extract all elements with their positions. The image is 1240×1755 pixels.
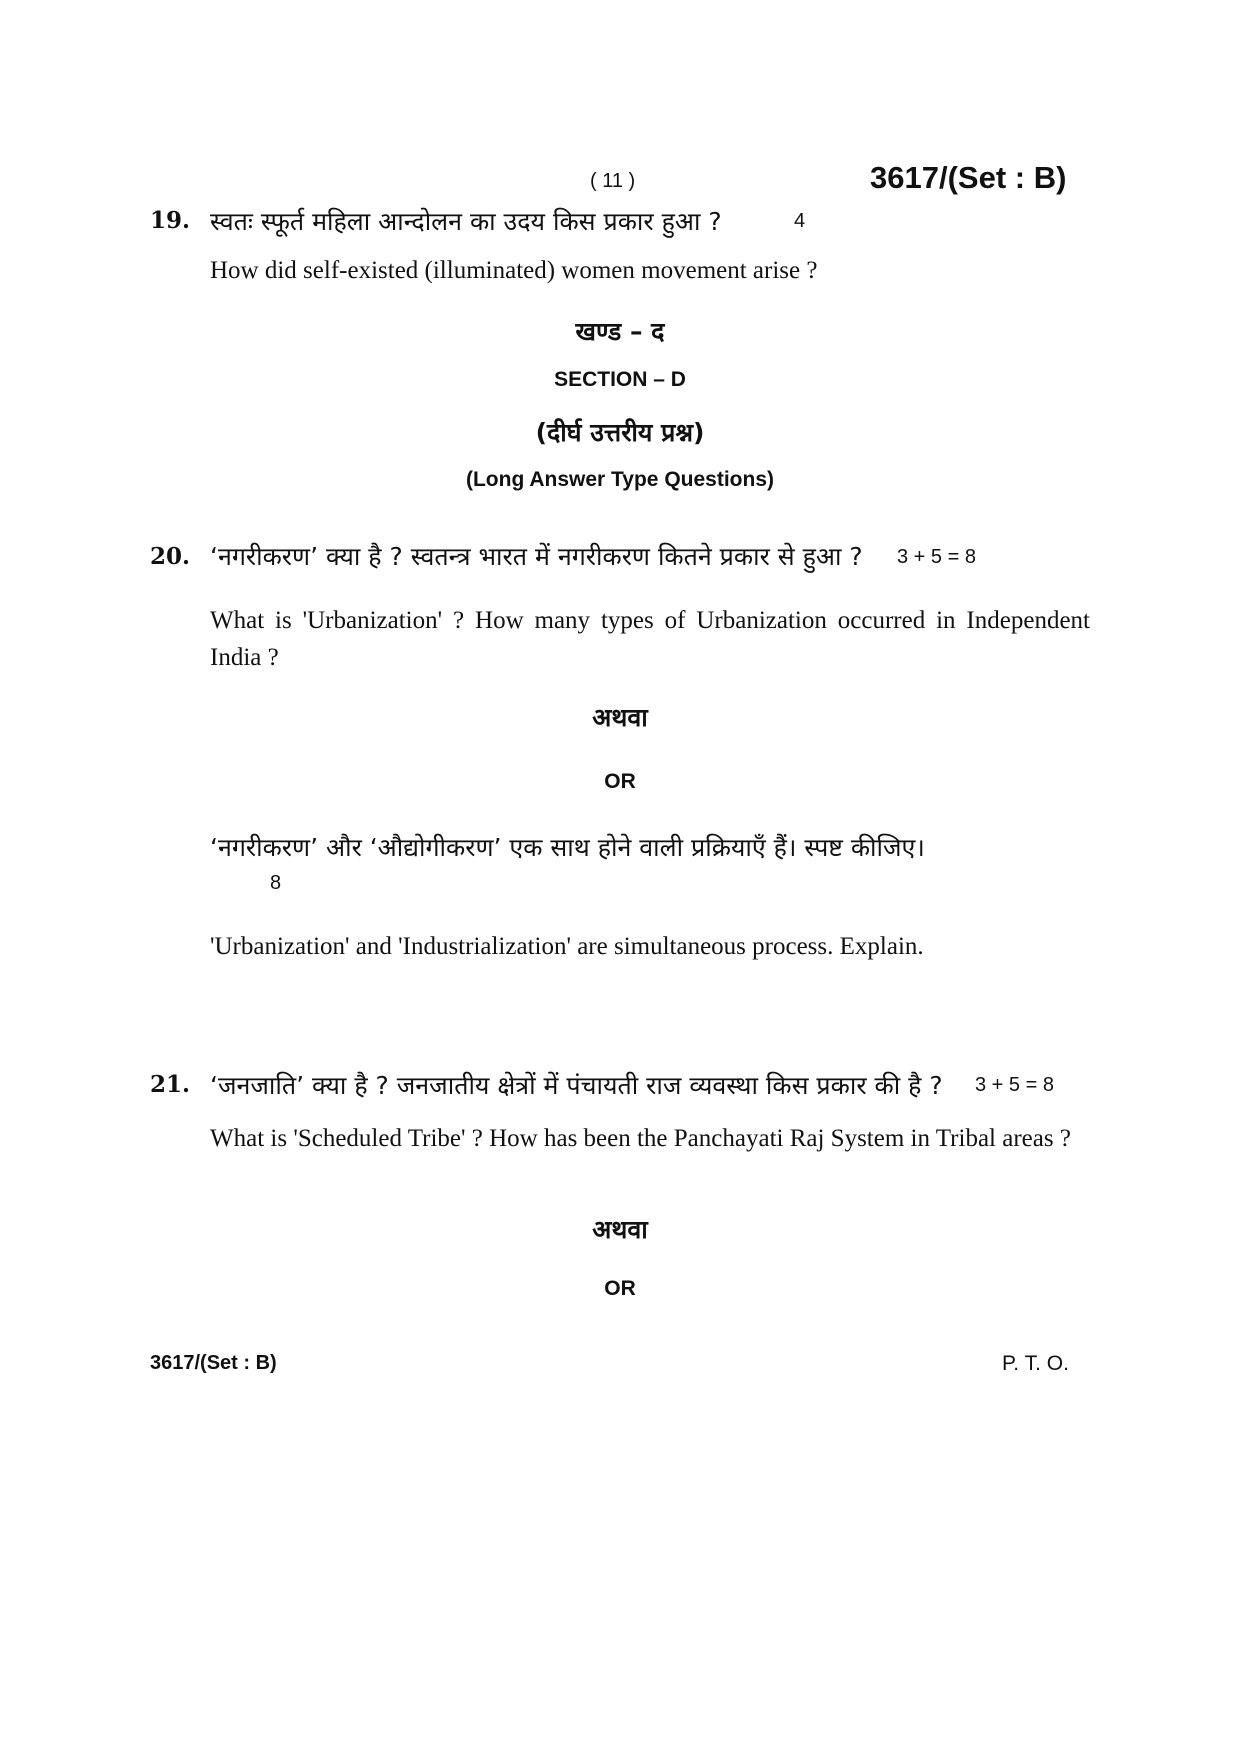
pto-label: P. T. O.	[1002, 1352, 1069, 1375]
question-19-english: How did self-existed (illuminated) women movement arise ?	[210, 257, 818, 284]
question-19-number: 19.	[150, 207, 191, 234]
question-21-or-english: OR	[604, 1277, 636, 1300]
question-19-marks: 4	[794, 210, 806, 232]
section-english-subtitle: (Long Answer Type Questions)	[465, 468, 775, 491]
question-19-hindi: स्वतः स्फूर्त महिला आन्दोलन का उदय किस प्रकार हुआ ?	[210, 207, 722, 236]
question-21-number: 21.	[150, 1071, 191, 1098]
question-20-hindi: ‘नगरीकरण’ क्या है ? स्वतन्त्र भारत में नगरीकरण कितने प्रकार से हुआ ?	[210, 542, 863, 571]
question-20-number: 20.	[150, 543, 191, 570]
paper-code-footer: 3617/(Set : B)	[150, 1352, 277, 1374]
question-20-marks: 3 + 5 = 8	[897, 546, 976, 568]
question-20-or-hindi: अथवा	[592, 703, 648, 732]
section-hindi-subtitle: (दीर्घ उत्तरीय प्रश्न)	[535, 418, 705, 447]
question-20-alt-hindi: ‘नगरीकरण’ और ‘औद्योगीकरण’ एक साथ होने वाली प्रक्रियाएँ हैं। स्पष्ट कीजिए।	[210, 833, 925, 862]
question-20-english: What is 'Urbanization' ? How many types of Urbanization occurred in Independent India ?	[210, 607, 1090, 671]
page-number: ( 11 )	[590, 170, 636, 192]
question-21-hindi: ‘जनजाति’ क्या है ? जनजातीय क्षेत्रों में पंचायती राज व्यवस्था किस प्रकार की है ?	[210, 1071, 943, 1100]
question-20-alt-marks: 8	[270, 872, 282, 894]
section-english-title: SECTION – D	[554, 368, 686, 391]
paper-code-header: 3617/(Set : B)	[870, 160, 1067, 195]
question-21-marks: 3 + 5 = 8	[975, 1074, 1054, 1096]
question-21-or-hindi: अथवा	[592, 1215, 648, 1244]
question-21-english: What is 'Scheduled Tribe' ? How has been the Panchayati Raj System in Tribal areas ?	[210, 1125, 1071, 1152]
question-20-alt-english: 'Urbanization' and 'Industrialization' are simultaneous process. Explain.	[210, 933, 924, 960]
section-hindi-title: खण्ड – द	[575, 317, 665, 346]
question-20-or-english: OR	[604, 770, 636, 793]
